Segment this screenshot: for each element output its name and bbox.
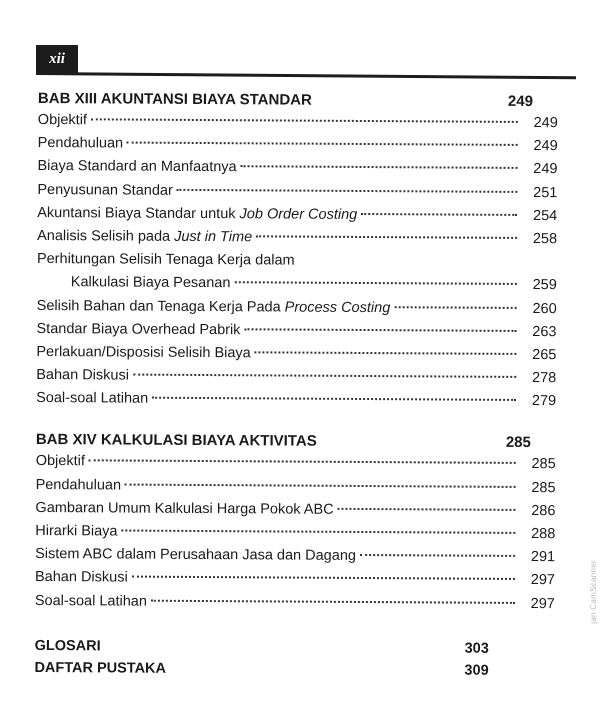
toc-entry[interactable]	[36, 390, 556, 416]
toc-entry[interactable]	[35, 546, 555, 572]
dot-leader	[244, 328, 516, 332]
toc-entry[interactable]	[35, 593, 555, 619]
entry-title: Objektif	[37, 111, 88, 129]
entry-page: 249	[533, 161, 558, 178]
bibliography-page: 309	[464, 662, 489, 679]
toc-entry[interactable]	[37, 205, 557, 231]
toc-entry[interactable]	[35, 569, 555, 595]
entry-title	[37, 228, 252, 245]
toc-entry[interactable]	[35, 500, 555, 526]
dot-leader	[89, 460, 516, 465]
entry-page: 265	[532, 346, 557, 364]
dot-leader	[256, 235, 517, 239]
chapter-title: BAB XIII AKUNTANSI BIAYA STANDAR	[37, 90, 312, 109]
dot-leader	[338, 508, 516, 511]
entry-page: 285	[531, 456, 556, 473]
chapter-page: 249	[507, 92, 534, 111]
entry-title: Bahan Diskusi	[36, 367, 129, 384]
chapter-title: BAB XIV KALKULASI BIAYA AKTIVITAS	[35, 431, 317, 451]
page-number-tab	[36, 45, 78, 73]
entry-page: 263	[532, 323, 557, 340]
header-rule	[36, 72, 576, 79]
entry-title: Sistem ABC dalam Perusahaan Jasa dan Dagang	[35, 546, 357, 565]
entry-title: Gambaran Umum Kalkulasi Harga Pokok ABC	[35, 499, 334, 518]
entry-page: 285	[531, 479, 556, 496]
entry-page: 279	[531, 393, 557, 410]
entry-title: Kalkulasi Biaya Pesanan	[70, 274, 231, 292]
entry-title: Pendahuluan	[35, 476, 122, 494]
chapter-page: 285	[505, 434, 531, 452]
entry-page: 249	[533, 138, 558, 155]
glossary-page: 303	[464, 640, 489, 657]
dot-leader	[361, 213, 517, 216]
toc-entry[interactable]	[36, 321, 556, 347]
dot-leader	[394, 306, 516, 309]
entry-page: 291	[530, 549, 556, 566]
dot-leader-empty	[299, 261, 551, 263]
back-matter	[34, 638, 554, 685]
entry-page: 278	[531, 370, 557, 387]
entry-page: 251	[533, 184, 558, 201]
glossary-entry[interactable]	[35, 638, 555, 663]
toc-entry[interactable]	[36, 367, 556, 393]
toc-entry[interactable]	[35, 477, 555, 503]
entry-title	[37, 297, 391, 315]
dot-leader	[234, 282, 516, 286]
dot-leader	[91, 118, 518, 123]
toc-entry[interactable]	[37, 182, 557, 208]
entry-title-plain: Akuntansi Biaya Standar untuk	[37, 204, 240, 222]
entry-page: 258	[532, 230, 558, 248]
toc-entry[interactable]	[38, 112, 558, 138]
table-of-contents	[34, 90, 558, 685]
toc-entry[interactable]	[37, 251, 557, 277]
entry-page: 260	[532, 300, 557, 317]
entry-title: Soal-soal Latihan	[34, 592, 147, 610]
entry-title-plain: Selisih Bahan dan Tenaga Kerja Pada	[36, 297, 285, 316]
entry-page: 297	[530, 572, 556, 589]
entry-page: 288	[531, 526, 556, 543]
toc-entry[interactable]	[35, 523, 555, 549]
chapter-13-heading[interactable]	[38, 90, 558, 115]
toc-entry[interactable]	[36, 453, 556, 479]
entry-page: 254	[532, 207, 558, 224]
entry-title: Perhitungan Selisih Tenaga Kerja dalam	[36, 251, 295, 269]
entry-title	[37, 205, 357, 223]
entry-page: 259	[532, 277, 557, 294]
entry-title-italic: Job Order Costing	[239, 205, 358, 223]
entry-title: Pendahuluan	[37, 135, 124, 152]
dot-leader	[241, 166, 518, 170]
dot-leader	[255, 351, 517, 355]
entry-title: Penyusunan Standar	[37, 181, 173, 199]
dot-leader	[360, 554, 515, 557]
toc-entry[interactable]	[37, 228, 557, 254]
dot-leader	[133, 374, 516, 378]
entry-title: Objektif	[35, 453, 85, 470]
entry-title: Biaya Standard an Manfaatnya	[37, 158, 237, 176]
dot-leader	[127, 142, 518, 146]
dot-leader	[132, 576, 515, 580]
entry-title: Perlakuan/Disposisi Selisih Biaya	[36, 343, 251, 362]
chapter-14-heading[interactable]	[36, 431, 556, 456]
entry-title: Hirarki Biaya	[35, 522, 118, 540]
entry-title-italic: Just in Time	[174, 228, 253, 246]
entry-title: Soal-soal Latihan	[36, 390, 149, 407]
toc-entry[interactable]	[36, 344, 556, 370]
bibliography-entry[interactable]	[34, 660, 554, 685]
scanner-watermark: jan CamScanner	[589, 560, 598, 624]
toc-entry[interactable]	[37, 274, 557, 300]
entry-title-plain: Analisis Selisih pada	[37, 227, 175, 245]
dot-leader	[152, 397, 516, 401]
entry-page: 249	[533, 115, 558, 132]
dot-leader	[125, 483, 516, 487]
toc-entry[interactable]	[37, 158, 557, 184]
entry-title-italic: Process Costing	[284, 299, 391, 316]
toc-entry[interactable]	[38, 135, 558, 161]
dot-leader	[151, 599, 515, 603]
bibliography-title: DAFTAR PUSTAKA	[34, 659, 167, 677]
entry-title: Standar Biaya Overhead Pabrik	[36, 320, 241, 338]
entry-page: 286	[531, 502, 556, 519]
entry-page: 297	[530, 595, 555, 612]
entry-title: Bahan Diskusi	[34, 569, 128, 586]
glossary-title: GLOSARI	[34, 637, 101, 655]
dot-leader	[121, 530, 515, 534]
dot-leader	[177, 188, 518, 192]
page-number-label: xii	[49, 50, 65, 67]
toc-entry[interactable]	[37, 297, 557, 323]
